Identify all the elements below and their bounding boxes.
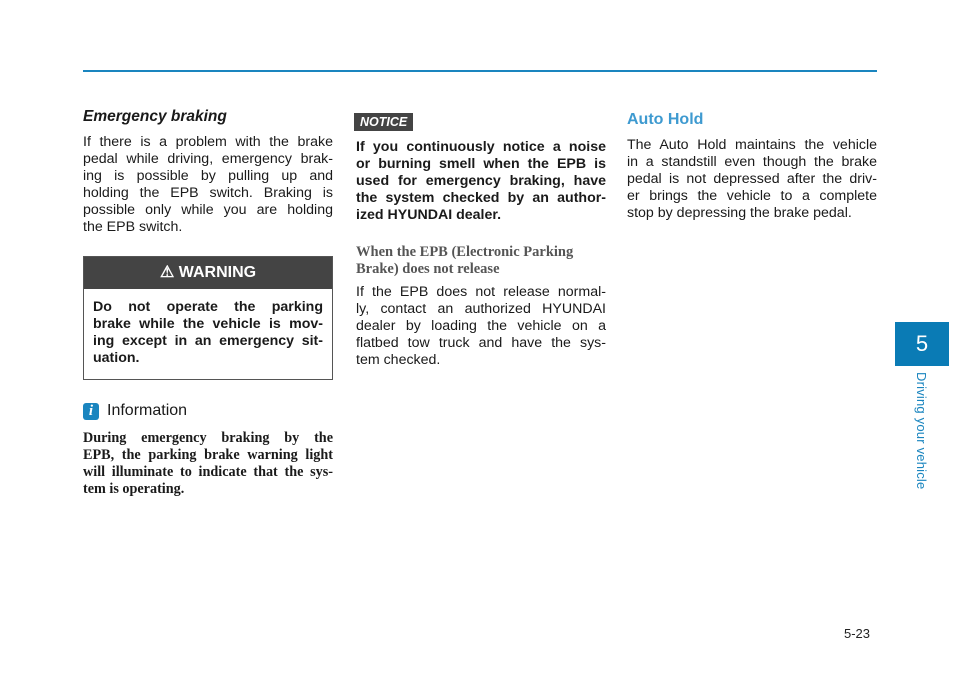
right-column (627, 108, 877, 222)
auto-hold-text (627, 137, 877, 222)
left-column (83, 108, 333, 498)
auto-hold-heading: Auto Hold (627, 111, 704, 128)
info-icon: i (83, 403, 99, 420)
text-line: or burning smell when the EPB is (356, 156, 606, 172)
text-line: er brings the vehicle to a complete (627, 188, 877, 204)
text-line: ly, contact an authorized HYUNDAI (356, 301, 606, 317)
text-line: During emergency braking by the (83, 430, 333, 446)
text-line: the EPB switch. (83, 219, 183, 235)
text-line: brake while the vehicle is mov- (93, 316, 323, 332)
epb-not-release-text (356, 284, 606, 369)
text-line: tem is operating. (83, 481, 185, 497)
page-number: 5-23 (844, 626, 871, 641)
text-line: uation. (93, 350, 140, 366)
text-line: tem checked. (356, 352, 441, 368)
top-rule (83, 70, 877, 72)
middle-column (356, 113, 606, 369)
information-heading (83, 402, 333, 420)
emergency-braking-text (83, 134, 333, 236)
text-line: pedal while driving, emergency brak- (83, 151, 333, 167)
text-line: ing is possible by pulling up and (83, 168, 333, 184)
text-line: pedal is not depressed after the driv- (627, 171, 877, 187)
text-line: dealer by loading the vehicle on a (356, 318, 606, 334)
text-line: If there is a problem with the brake (83, 134, 333, 150)
text-line: used for emergency braking, have (356, 173, 606, 189)
text-line: flatbed tow truck and have the sys- (356, 335, 606, 351)
notice-text (356, 139, 606, 224)
text-line: EPB, the parking brake warning light (83, 447, 333, 463)
warning-body (84, 289, 332, 379)
text-line: the system checked by an author- (356, 190, 606, 206)
epb-not-release-heading (356, 244, 606, 278)
heading-line: When the EPB (Electronic Parking (356, 244, 574, 260)
text-line: possible only while you are holding (83, 202, 333, 218)
warning-triangle-icon: ⚠ (159, 264, 175, 281)
heading-line: Brake) does not release (356, 261, 500, 277)
text-line: in a standstill even though the brake (627, 154, 877, 170)
text-line: If you continuously notice a noise (356, 139, 606, 155)
warning-title: WARNING (178, 264, 257, 281)
warning-header (84, 257, 332, 289)
text-line: ing except in an emergency sit- (93, 333, 323, 349)
information-text (83, 430, 333, 498)
notice-badge: NOTICE (354, 113, 413, 131)
chapter-tab: 5 (895, 322, 949, 366)
chapter-title: Driving your vehicle (914, 372, 929, 490)
emergency-braking-heading: Emergency braking (83, 108, 227, 125)
text-line: If the EPB does not release normal- (356, 284, 606, 300)
information-title: Information (107, 402, 188, 419)
text-line: holding the EPB switch. Braking is (83, 185, 333, 201)
text-line: stop by depressing the brake pedal. (627, 205, 852, 221)
text-line: ized HYUNDAI dealer. (356, 207, 502, 223)
text-line: The Auto Hold maintains the vehicle (627, 137, 877, 153)
text-line: Do not operate the parking (93, 299, 323, 315)
text-line: will illuminate to indicate that the sys- (83, 464, 333, 480)
warning-box (83, 256, 333, 380)
